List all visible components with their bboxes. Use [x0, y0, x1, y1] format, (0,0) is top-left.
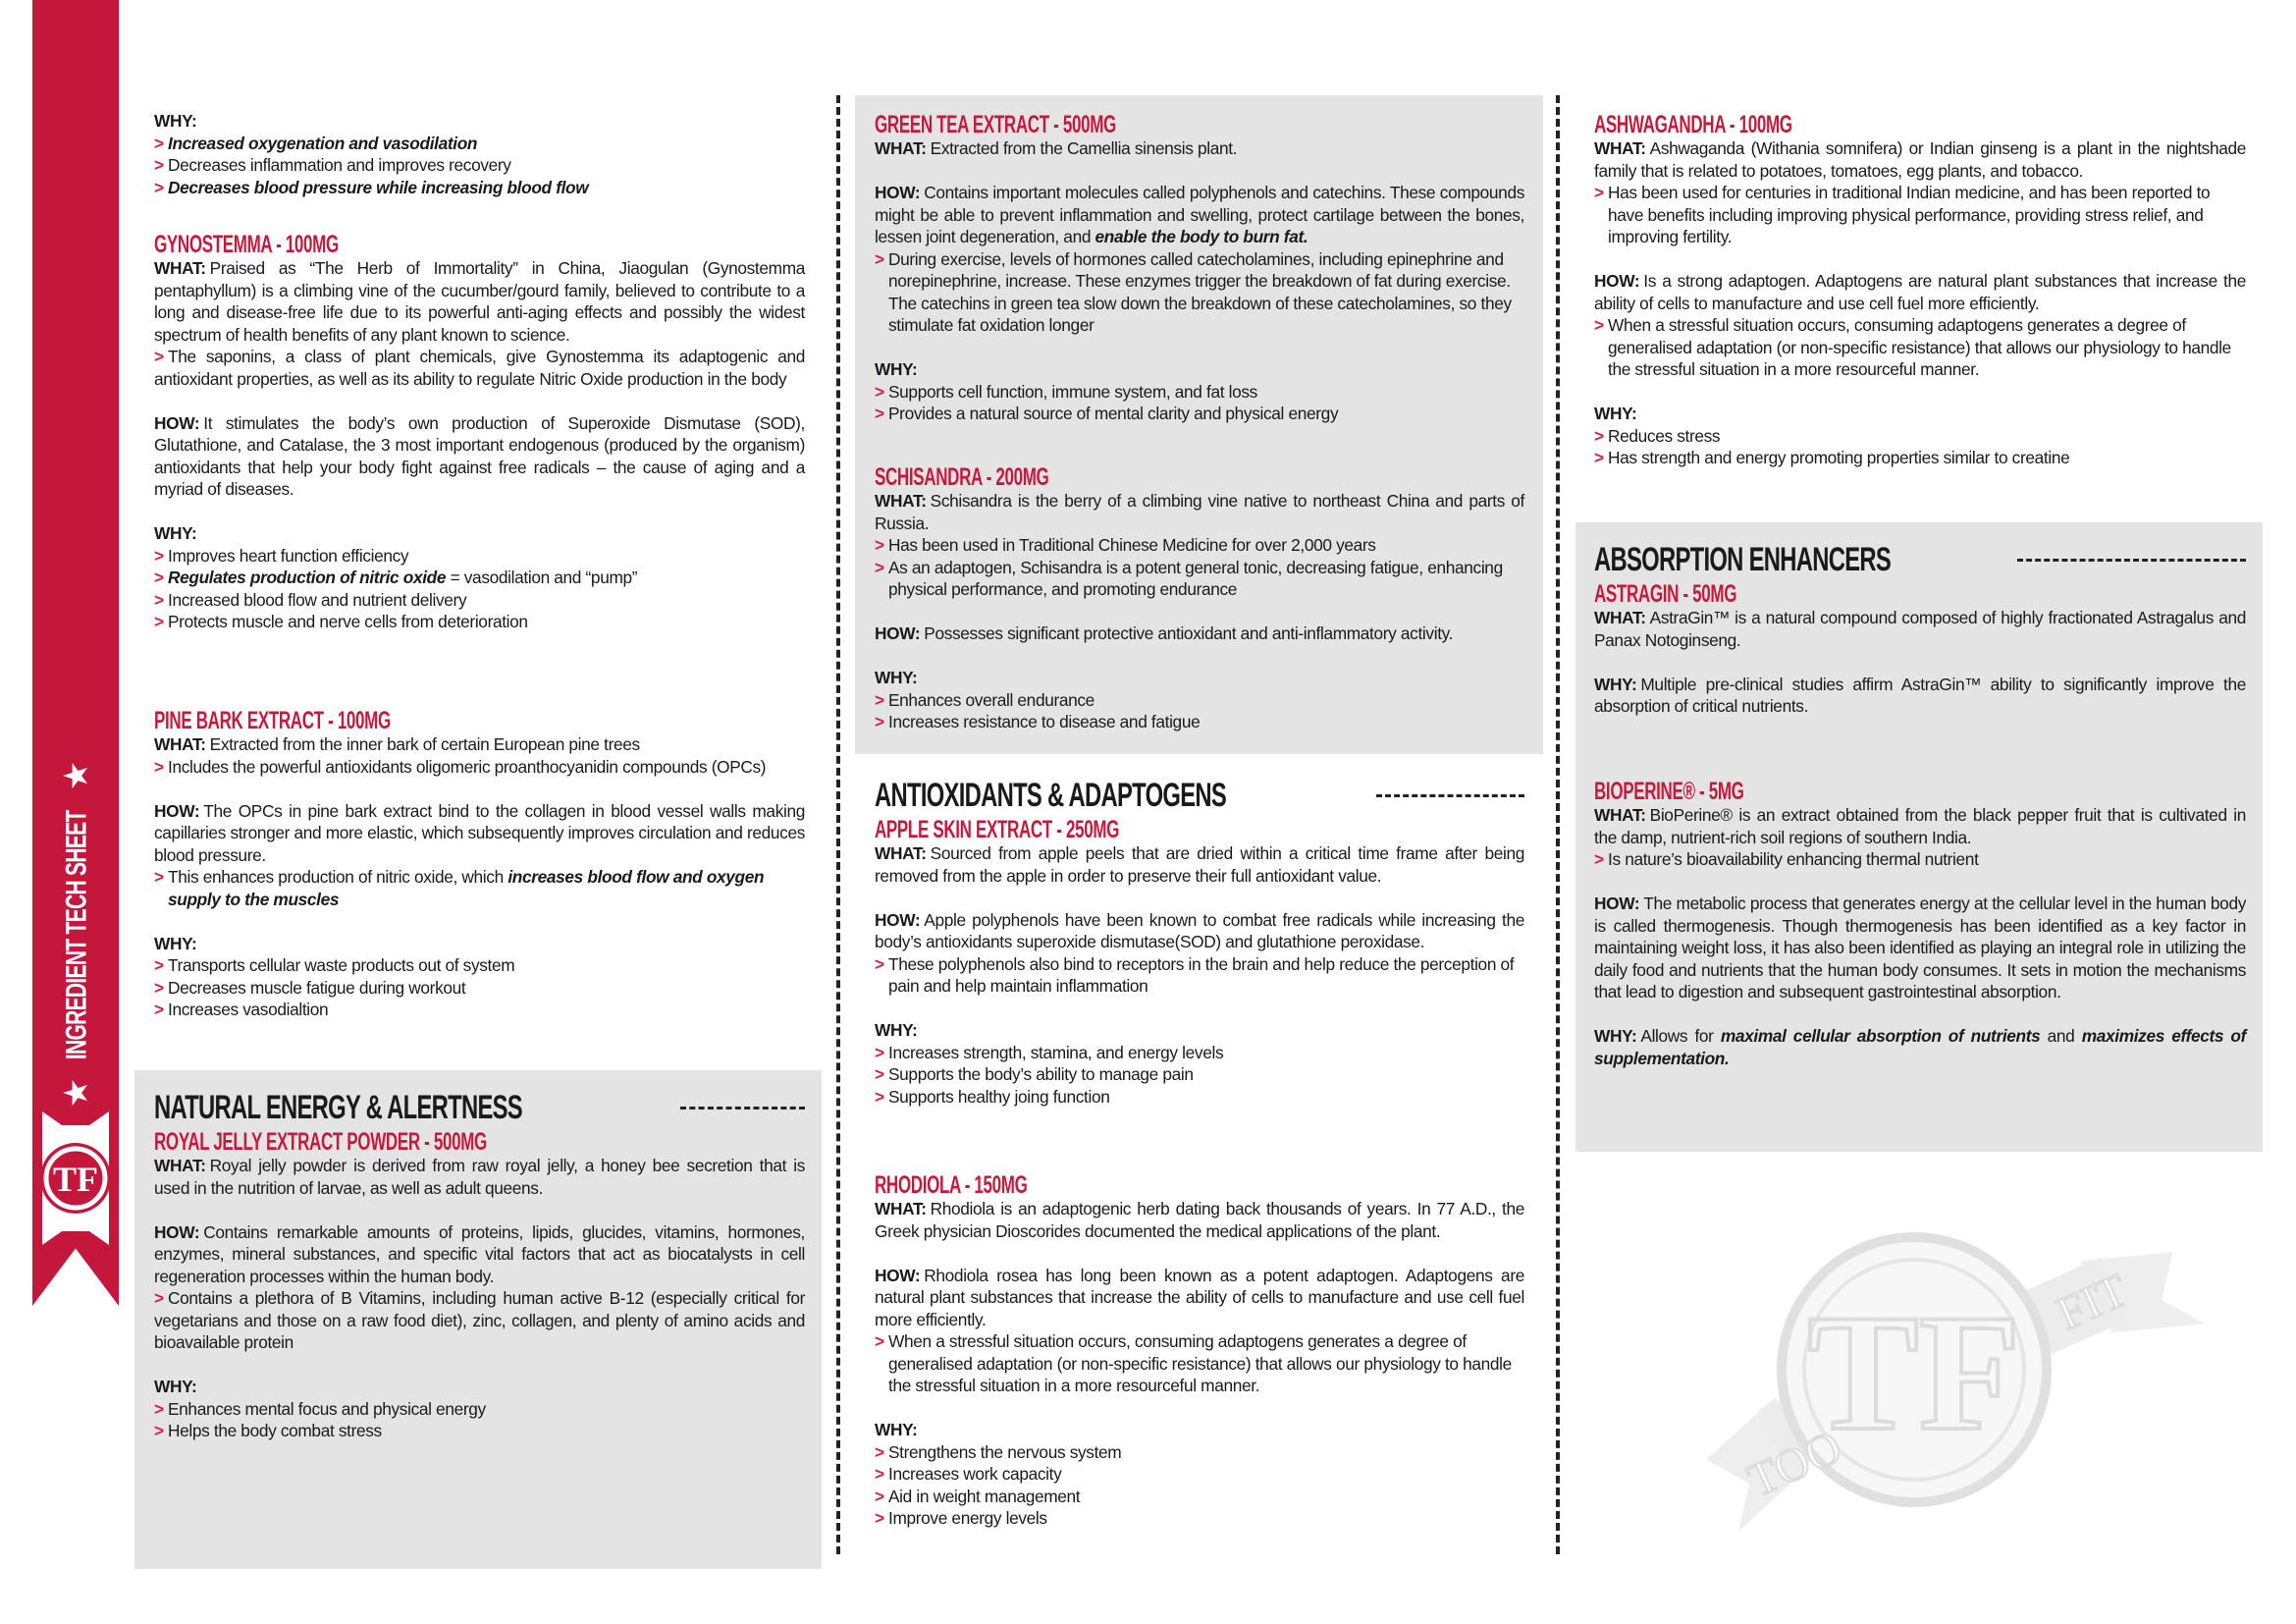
bullet-item: > The saponins, a class of plant chemicals, give Gynostemma its adaptogenic and antioxidant properties, as well as its ability to regulate Nitric Oxide production in the body: [154, 347, 805, 389]
text-group: [154, 1376, 805, 1442]
text-group: [1594, 137, 2246, 248]
paragraph: [875, 623, 1524, 645]
paragraph: [1594, 137, 2246, 182]
text-segment: Contains a plethora of B Vitamins, including human active B-12 (especially critical for vegetarians and those on a raw food diet), zinc, collagen, and plenty of amino acids and bioavailable protein: [154, 1288, 805, 1352]
paragraph: [154, 412, 805, 501]
ingredient-title-text: ROYAL JELLY EXTRACT POWDER - 500MG: [154, 1128, 487, 1156]
emphasis-text: increases blood flow and oxygen supply to the muscles: [168, 867, 765, 909]
chevron-right-icon: >: [875, 1331, 884, 1351]
text-segment: Increases strength, stamina, and energy levels: [888, 1042, 1224, 1062]
bullet-item: [1594, 848, 2246, 871]
ingredient-schisandra: [875, 464, 1524, 755]
text-segment: It stimulates the body’s own production of Superoxide Dismutase (SOD), Glutathione, and Catalase, the 3 most important endogenous (produced by the organism) antioxidants that help your body fight against free radicals – the cause of aging and a myriad of diseases.: [154, 412, 805, 499]
field-label: WHAT:: [875, 1199, 927, 1218]
text-segment: BioPerine® is an extract obtained from the black pepper fruit that is cultivated in the damp, nutrient-rich soil regions of southern India.: [1594, 805, 2246, 847]
ingredient-title: [875, 112, 1524, 137]
bullet-item: [875, 534, 1524, 557]
paragraph: [875, 490, 1524, 534]
paragraph: [1594, 1025, 2246, 1069]
paragraph: [1594, 893, 2246, 1003]
bullet-item: [875, 1042, 1524, 1064]
chevron-right-icon: >: [154, 867, 164, 887]
text-segment: Improve energy levels: [888, 1508, 1047, 1528]
paragraph: [875, 909, 1524, 953]
text-segment: Supports cell function, immune system, and fat loss: [888, 381, 1257, 402]
chevron-right-icon: >: [875, 1064, 884, 1084]
bullet-item: [154, 999, 805, 1021]
chevron-right-icon: >: [154, 1000, 164, 1019]
ingredient-title: [1594, 112, 2246, 137]
text-segment: Supports healthy joing function: [888, 1086, 1110, 1107]
field-label: HOW:: [154, 412, 200, 433]
bullet-item: [875, 689, 1524, 712]
section-title: NATURAL ENERGY & ALERTNESS: [154, 1088, 522, 1126]
text-segment: Strengthens the nervous system: [888, 1441, 1122, 1462]
bullet-item: [154, 589, 805, 612]
chevron-right-icon: >: [154, 155, 164, 175]
text-segment: This enhances production of nitric oxide, which: [168, 867, 508, 887]
text-segment: Increases resistance to disease and fatigue: [888, 712, 1201, 731]
field-label: HOW:: [875, 183, 921, 202]
field-label: WHY:: [875, 1420, 918, 1439]
chevron-right-icon: >: [875, 712, 884, 731]
section-heading: [875, 776, 1524, 815]
text-segment: Helps the body combat stress: [168, 1421, 382, 1440]
field-label: HOW:: [875, 909, 921, 930]
bullet-item: [875, 557, 1524, 601]
ingredient-title: [875, 464, 1524, 490]
text-group: [875, 182, 1524, 337]
star-icon: ★: [60, 1080, 93, 1107]
emphasis-text: Increased oxygenation and vasodilation: [168, 133, 478, 153]
text-group: [875, 137, 1524, 160]
bullet-item: [154, 1398, 805, 1421]
section-title: ANTIOXIDANTS & ADAPTOGENS: [875, 776, 1227, 814]
text-segment: Sourced from apple peels that are dried within a critical time frame after being removed from the apple in order to preserve their full antioxidant value.: [875, 843, 1524, 886]
emphasis-text: Regulates production of nitric oxide: [168, 568, 447, 587]
chevron-right-icon: >: [154, 133, 164, 153]
ingredient-title-text: SCHISANDRA - 200MG: [875, 463, 1049, 491]
paragraph: [1594, 270, 2246, 314]
text-segment: When a stressful situation occurs, consuming adaptogens generates a degree of generalised adaptation (or non-specific resistance) that allows our physiology to handle the stressful situation in a more resourceful manner.: [888, 1331, 1512, 1395]
paragraph: [875, 137, 1524, 160]
text-group: [154, 1221, 805, 1354]
chevron-right-icon: >: [154, 977, 164, 998]
bullet-item: [1594, 447, 2246, 469]
text-group: [875, 490, 1524, 601]
ingredient-title-text: PINE BARK EXTRACT - 100MG: [154, 707, 391, 734]
text-group: [875, 1265, 1524, 1397]
section-natural-energy: [154, 1088, 805, 1464]
text-segment: Is nature’s bioavailability enhancing thermal nutrient: [1608, 849, 1979, 869]
ingredient-title: [875, 1172, 1524, 1198]
chevron-right-icon: >: [1594, 849, 1604, 869]
bullet-item: [1594, 425, 2246, 448]
text-group: [1594, 270, 2246, 381]
text-group: [1594, 607, 2246, 651]
text-group: [875, 358, 1524, 425]
chevron-right-icon: >: [154, 955, 164, 975]
text-segment: When a stressful situation occurs, consuming adaptogens generates a degree of generalised adaptation (or non-specific resistance) that allows our physiology to handle the stressful situation in a more resourceful manner.: [1608, 315, 2231, 379]
chevron-right-icon: >: [1594, 448, 1604, 467]
bullet-item: [154, 611, 805, 633]
paragraph: [875, 1019, 1524, 1042]
text-segment: Has been used in Traditional Chinese Medicine for over 2,000 years: [888, 535, 1376, 555]
emphasis-text: enable the body to burn fat.: [1095, 227, 1308, 246]
text-group: [1594, 403, 2246, 469]
text-segment: Contains important molecules called polyphenols and catechins. These compounds might be able to prevent inflammation and swelling, protect cartilage between the bones, lessen joint degeneration, and: [875, 183, 1524, 246]
bullet-item: [875, 248, 1524, 337]
text-segment: Enhances overall endurance: [888, 689, 1095, 710]
bullet-item: [1594, 314, 2246, 381]
ingredient-title: [154, 1129, 805, 1155]
paragraph: [875, 1198, 1524, 1242]
text-segment: Increases work capacity: [888, 1464, 1062, 1484]
ingredient-bioperine: [1594, 779, 2246, 1092]
bullet-item: [875, 381, 1524, 404]
chevron-right-icon: >: [154, 545, 164, 566]
field-label: HOW:: [154, 1221, 200, 1242]
ingredient-title: [154, 708, 805, 733]
chevron-right-icon: >: [154, 1398, 164, 1419]
bullet-item: [154, 954, 805, 977]
text-segment: Increased blood flow and nutrient delivery: [168, 589, 467, 610]
text-segment: During exercise, levels of hormones called catecholamines, including epinephrine and norepinephrine, increase. These enzymes trigger the breakdown of fat during exercise. The catechins in green tea slow down the breakdown of these catecholamines, so they stimulate fat oxidation longer: [888, 248, 1512, 335]
text-segment: Has been used for centuries in traditional Indian medicine, and has been reported to have benefits including improving physical performance, providing stress relief, and improving fertility.: [1608, 183, 2211, 246]
section-title: ABSORPTION ENHANCERS: [1594, 540, 1892, 578]
text-segment: The saponins, a class of plant chemicals, give Gynostemma its adaptogenic and antioxidant properties, as well as its ability to regulate Nitric Oxide production in the body: [154, 347, 805, 389]
text-segment: Apple polyphenols have been known to combat free radicals while increasing the body’s antioxidants superoxide dismutase(SOD) and glutathione peroxidase.: [875, 909, 1524, 951]
bullet-item: [875, 1463, 1524, 1486]
field-label: WHAT:: [875, 138, 927, 158]
text-group: [1594, 893, 2246, 1003]
field-label: HOW:: [875, 1265, 921, 1285]
text-group: [1594, 1025, 2246, 1069]
text-segment: Improves heart function efficiency: [168, 545, 409, 566]
ingredient-title-text: ASTRAGIN - 50MG: [1594, 580, 1737, 608]
chevron-right-icon: >: [875, 404, 884, 423]
text-group: [154, 110, 805, 198]
text-group: [875, 1019, 1524, 1108]
paragraph: [875, 667, 1524, 689]
sidebar-title: ★ INGREDIENT TECH SHEET ★: [60, 763, 93, 1107]
chevron-right-icon: >: [154, 1421, 164, 1440]
ingredient-title: [875, 817, 1524, 842]
text-segment: Schisandra is the berry of a climbing vine native to northeast China and parts of Russia.: [875, 491, 1524, 533]
paragraph: [154, 110, 805, 133]
paragraph: [1594, 403, 2246, 425]
chevron-right-icon: >: [154, 589, 164, 610]
bullet-item: [154, 977, 805, 1000]
ingredient-pine-bark: [154, 708, 805, 1043]
text-group: [154, 800, 805, 911]
field-label: WHY:: [154, 933, 197, 953]
text-group: [875, 1419, 1524, 1530]
chevron-right-icon: >: [875, 689, 884, 710]
text-segment: Allows for: [1640, 1026, 1721, 1046]
chevron-right-icon: >: [875, 1441, 884, 1462]
field-label: WHY:: [154, 523, 197, 543]
text-segment: Extracted from the Camellia sinensis plant.: [930, 138, 1238, 158]
text-group: [154, 1155, 805, 1199]
emphasis-text: maximal cellular absorption of nutrients: [1720, 1026, 2041, 1046]
bullet-item: [154, 133, 805, 155]
section-absorption-enhancers: [1594, 540, 2246, 739]
bullet-item: [875, 711, 1524, 733]
field-label: HOW:: [154, 800, 200, 821]
emphasis-text: Decreases blood pressure while increasing blood flow: [168, 177, 589, 197]
svg-text:TF: TF: [52, 1160, 99, 1199]
text-segment: Decreases inflammation and improves recovery: [168, 155, 511, 175]
text-segment: As an adaptogen, Schisandra is a potent general tonic, decreasing fatigue, enhancing physical performance, and promoting endurance: [888, 557, 1503, 599]
text-segment: Royal jelly powder is derived from raw royal jelly, a honey bee secretion that is used in the nutrition of larvae, as well as adult queens.: [154, 1156, 805, 1198]
text-segment: These polyphenols also bind to receptors in the brain and help reduce the perception of pain and help maintain inflammation: [888, 953, 1515, 996]
ingredient-rhodiola: [875, 1172, 1524, 1551]
field-label: WHAT:: [154, 1156, 206, 1175]
svg-text:TOO: TOO: [1739, 1420, 1849, 1508]
brand-logo-icon: [32, 1100, 119, 1257]
text-group: [875, 842, 1524, 887]
paragraph: [154, 933, 805, 955]
field-label: HOW:: [1594, 271, 1640, 291]
field-label: WHAT:: [875, 843, 927, 863]
bullet-item: [154, 567, 805, 589]
paragraph: [1594, 804, 2246, 848]
paragraph: [875, 182, 1524, 248]
bullet-item: [875, 1330, 1524, 1397]
chevron-right-icon: >: [154, 612, 164, 631]
text-segment: AstraGin™ is a natural compound composed of highly fractionated Astragalus and Panax Notoginseng.: [1594, 608, 2246, 650]
section-antioxidants: [875, 776, 1524, 1130]
bullet-item: [875, 1507, 1524, 1530]
bullet-item: > Includes the powerful antioxidants oligomeric proanthocyanidin compounds (OPCs): [154, 756, 767, 777]
field-label: WHAT:: [1594, 138, 1646, 158]
chevron-right-icon: >: [875, 953, 884, 974]
paragraph: [154, 733, 805, 756]
field-label: WHY:: [875, 668, 918, 687]
chevron-right-icon: >: [154, 177, 164, 197]
dashed-rule: [1376, 794, 1524, 797]
field-label: WHY:: [154, 1377, 197, 1396]
field-label: WHY:: [1594, 404, 1637, 423]
field-label: WHAT:: [875, 491, 927, 511]
text-group: [154, 933, 805, 1021]
section-heading: [1594, 540, 2246, 579]
field-label: WHY:: [1594, 674, 1637, 694]
intro-why-section: [154, 110, 805, 221]
ingredient-title-text: RHODIOLA - 150MG: [875, 1171, 1028, 1199]
text-segment: Provides a natural source of mental clarity and physical energy: [888, 404, 1339, 423]
ingredient-title: [154, 232, 805, 257]
chevron-right-icon: >: [1594, 315, 1604, 335]
text-segment: Rhodiola rosea has long been known as a potent adaptogen. Adaptogens are natural plant substances that increase the ability of cells to manufacture and use cell fuel more efficiently.: [875, 1265, 1524, 1329]
chevron-right-icon: >: [1594, 183, 1604, 202]
column-divider: [1556, 95, 1560, 1554]
chevron-right-icon: >: [875, 381, 884, 402]
ingredient-title-text: ASHWAGANDHA - 100MG: [1594, 111, 1792, 138]
text-segment: Rhodiola is an adaptogenic herb dating back thousands of years. In 77 A.D., the Greek physician Dioscorides documented the medical applications of the plant.: [875, 1199, 1524, 1241]
bullet-item: [154, 177, 805, 199]
ingredient-ashwagandha: [1594, 112, 2246, 491]
text-segment: Praised as “The Herb of Immortality” in China, Jiaogulan (Gynostemma pentaphyllum) is a climbing vine of the cucumber/gourd family, believed to contribute to a long and disease-free life due to its powerful anti-aging effects and possibly the widest spectrum of health benefits of any plant known to science.: [154, 258, 805, 345]
text-segment: Has strength and energy promoting properties similar to creatine: [1608, 448, 2070, 467]
column-divider: [836, 95, 840, 1554]
paragraph: [154, 257, 805, 346]
ingredient-title-text: APPLE SKIN EXTRACT - 250MG: [875, 816, 1120, 843]
text-group: [875, 623, 1524, 645]
ingredient-green-tea: [875, 112, 1524, 447]
text-group: [875, 1198, 1524, 1242]
text-segment: = vasodilation and “pump”: [446, 568, 638, 587]
text-segment: Reduces stress: [1608, 425, 1721, 446]
chevron-right-icon: >: [875, 535, 884, 555]
star-icon: ★: [60, 763, 93, 789]
paragraph: [154, 800, 805, 867]
paragraph: [1594, 674, 2246, 718]
bullet-item: [875, 403, 1524, 425]
text-segment: Transports cellular waste products out of system: [168, 955, 515, 975]
chevron-right-icon: >: [875, 1486, 884, 1506]
bullet-item: [875, 1486, 1524, 1508]
text-segment: Supports the body’s ability to manage pain: [888, 1064, 1194, 1084]
text-segment: Ashwaganda (Withania somnifera) or Indian ginseng is a plant in the nightshade family that is related to potatoes, tomatoes, egg plants, and tobacco.: [1594, 138, 2246, 181]
chevron-right-icon: >: [154, 568, 164, 587]
bullet-item: [875, 1086, 1524, 1109]
field-label: WHY:: [875, 359, 918, 379]
ingredient-title-text: GYNOSTEMMA - 100MG: [154, 231, 339, 258]
ingredient-gynostemma: [154, 232, 805, 655]
text-group: [1594, 804, 2246, 871]
text-segment: Increases vasodialtion: [168, 1000, 329, 1019]
watermark-logo-icon: [1669, 1159, 2218, 1571]
chevron-right-icon: >: [875, 1464, 884, 1484]
text-segment: Possesses significant protective antioxidant and anti-inflammatory activity.: [924, 623, 1454, 643]
ingredient-title-text: GREEN TEA EXTRACT - 500MG: [875, 111, 1116, 138]
bullet-item: [154, 866, 805, 910]
text-group: [154, 522, 805, 633]
bullet-item: [154, 154, 805, 177]
field-label: WHAT:: [154, 258, 206, 278]
dashed-rule: [2017, 559, 2246, 562]
svg-text:TF: TF: [1807, 1280, 2021, 1465]
paragraph: [875, 1265, 1524, 1331]
text-segment: Decreases muscle fatigue during workout: [168, 977, 466, 998]
text-group: [154, 412, 805, 501]
section-heading: [154, 1088, 805, 1127]
dashed-rule: [680, 1107, 805, 1110]
bullet-item: [875, 953, 1524, 998]
field-label: HOW:: [1594, 893, 1640, 913]
chevron-right-icon: >: [875, 1042, 884, 1062]
text-group: [875, 667, 1524, 733]
text-segment: The metabolic process that generates energy at the cellular level in the human body is called thermogenesis. Though thermogenesis has been identified as a key factor in maintaining weight loss, it has also been identified as playing an integral role in utilizing the daily food and nutrients that the human body consumes. It sets in motion the mechanisms that lead to digestion and subsequent gastrointestinal absorption.: [1594, 893, 2246, 1001]
paragraph: [875, 1419, 1524, 1441]
field-label: WHY:: [875, 1020, 918, 1040]
text-segment: The OPCs in pine bark extract bind to the collagen in blood vessel walls making capillaries stronger and more elastic, which subsequently improves circulation and reduces blood pressure.: [154, 800, 805, 865]
paragraph: [875, 358, 1524, 381]
text-segment: Includes the powerful antioxidants oligomeric proanthocyanidin compounds (OPCs): [168, 756, 767, 777]
svg-text:FIT: FIT: [2049, 1264, 2136, 1341]
paragraph: [154, 1376, 805, 1398]
chevron-right-icon: >: [875, 248, 884, 269]
chevron-right-icon: >: [875, 557, 884, 577]
bullet-item: [154, 545, 805, 568]
text-segment: Enhances mental focus and physical energy: [168, 1398, 486, 1419]
text-segment: Protects muscle and nerve cells from deterioration: [168, 612, 528, 631]
text-segment: and: [2040, 1026, 2082, 1046]
chevron-right-icon: >: [875, 1086, 884, 1107]
text-segment: Contains remarkable amounts of proteins, lipids, glucides, vitamins, hormones, enzymes, mineral substances, and specific vital factors that act as biocatalysts in cell regeneration processes within the human body.: [154, 1221, 805, 1286]
text-segment: Extracted from the inner bark of certain European pine trees: [209, 734, 640, 754]
field-label: WHY:: [154, 111, 197, 131]
paragraph: [154, 1155, 805, 1199]
field-label: HOW:: [875, 623, 921, 643]
chevron-right-icon: >: [1594, 425, 1604, 446]
bullet-item: [154, 1420, 805, 1442]
emphasis-text: maximizes effects of supplementation.: [1594, 1026, 2247, 1068]
bullet-item: [875, 1063, 1524, 1086]
field-label: WHAT:: [1594, 608, 1646, 627]
text-segment: Multiple pre-clinical studies affirm AstraGin™ ability to significantly improve the absorption of critical nutrients.: [1594, 674, 2246, 716]
text-group: [154, 257, 805, 390]
bullet-item: [1594, 182, 2246, 248]
text-group: [154, 733, 805, 778]
field-label: WHAT:: [1594, 805, 1646, 825]
paragraph: [154, 522, 805, 545]
field-label: WHAT:: [154, 734, 206, 754]
paragraph: [1594, 607, 2246, 651]
ingredient-title: [1594, 779, 2246, 804]
text-group: [1594, 674, 2246, 718]
bullet-item: [875, 1441, 1524, 1464]
text-segment: Aid in weight management: [888, 1486, 1081, 1506]
bullet-item: > Contains a plethora of B Vitamins, including human active B-12 (especially critical for vegetarians and those on a raw food diet), zinc, collagen, and plenty of amino acids and bioavailable protein: [154, 1288, 805, 1352]
chevron-right-icon: >: [875, 1508, 884, 1528]
text-group: [875, 909, 1524, 998]
field-label: WHY:: [1594, 1026, 1637, 1046]
ingredient-title: [1594, 581, 2246, 607]
paragraph: [875, 842, 1524, 887]
ingredient-title-text: BIOPERINE® - 5MG: [1594, 778, 1744, 805]
text-segment: Is a strong adaptogen. Adaptogens are natural plant substances that increase the ability of cells to manufacture and use cell fuel more efficiently.: [1594, 271, 2246, 313]
paragraph: [154, 1221, 805, 1288]
